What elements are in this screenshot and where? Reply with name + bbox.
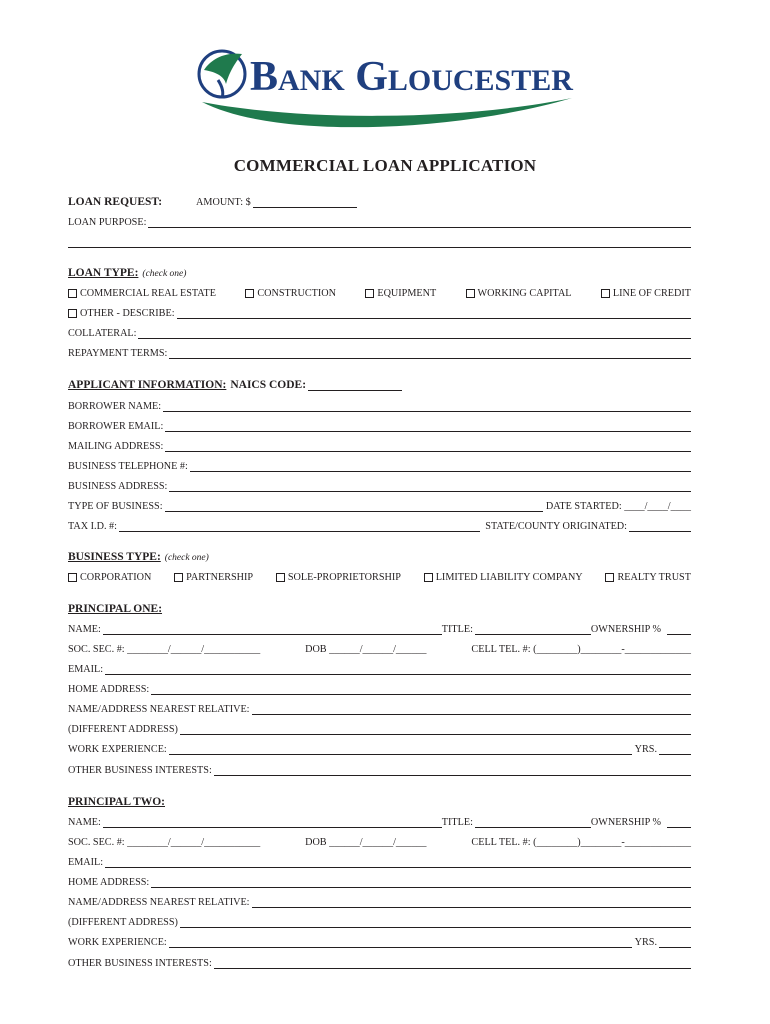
borrower-name-field[interactable]	[163, 400, 691, 412]
p1-other-interests-label: OTHER BUSINESS INTERESTS:	[68, 765, 212, 776]
p2-other-interests-field[interactable]	[214, 957, 691, 969]
p1-work-experience-row	[68, 739, 691, 755]
p2-yrs-label: YRS.	[634, 937, 657, 948]
p1-relative-label: NAME/ADDRESS NEAREST RELATIVE:	[68, 704, 250, 715]
p2-ownership-label: OWNERSHIP %	[590, 817, 661, 828]
p2-email-label: EMAIL:	[68, 857, 104, 868]
loan-type-heading-row	[68, 263, 691, 279]
p2-work-experience-row	[68, 932, 691, 948]
p2-home-address-field[interactable]	[151, 876, 691, 888]
loan-request-heading: LOAN REQUEST:	[68, 196, 163, 208]
loan-type-option[interactable]: WORKING CAPITAL	[466, 288, 572, 299]
p2-different-address-row	[68, 912, 691, 928]
amount-field[interactable]	[253, 196, 357, 208]
p1-home-address-row	[68, 679, 691, 695]
mailing-address-label: MAILING ADDRESS:	[68, 441, 164, 452]
collateral-row	[68, 323, 691, 339]
p2-work-experience-field[interactable]	[169, 936, 632, 948]
p1-different-address-label: (DIFFERENT ADDRESS)	[68, 724, 178, 735]
p2-relative-field[interactable]	[252, 896, 692, 908]
checkbox[interactable]	[601, 289, 610, 298]
business-address-label: BUSINESS ADDRESS:	[68, 481, 168, 492]
p1-home-address-field[interactable]	[151, 683, 691, 695]
checkbox[interactable]	[605, 573, 614, 582]
state-county-label: STATE/COUNTY ORIGINATED:	[485, 521, 627, 532]
loan-type-hint: (check one)	[142, 269, 187, 279]
business-type-option[interactable]: REALTY TRUST	[605, 572, 691, 583]
loan-type-options	[68, 283, 691, 299]
p1-name-field[interactable]	[103, 623, 442, 635]
checkbox[interactable]	[245, 289, 254, 298]
borrower-email-label: BORROWER EMAIL:	[68, 421, 164, 432]
collateral-label: COLLATERAL:	[68, 328, 137, 339]
p2-relative-label: NAME/ADDRESS NEAREST RELATIVE:	[68, 897, 250, 908]
loan-purpose-field-2[interactable]	[68, 236, 691, 248]
business-telephone-label: BUSINESS TELEPHONE #:	[68, 461, 188, 472]
business-type-options	[68, 567, 691, 583]
amount-label: AMOUNT: $	[196, 197, 251, 208]
p1-name-row	[68, 619, 691, 635]
tax-id-label: TAX I.D. #:	[68, 521, 117, 532]
p1-work-experience-label: WORK EXPERIENCE:	[68, 744, 167, 755]
borrower-email-field[interactable]	[165, 420, 691, 432]
business-type-option[interactable]: SOLE-PROPRIETORSHIP	[276, 572, 401, 583]
checkbox[interactable]	[424, 573, 433, 582]
principal-two-heading: PRINCIPAL TWO:	[68, 796, 166, 808]
checkbox[interactable]	[68, 573, 77, 582]
checkbox[interactable]	[68, 289, 77, 298]
p2-name-field[interactable]	[103, 816, 442, 828]
logo-wordmark-bank: BANK GLOUCESTER	[250, 54, 573, 100]
p2-home-address-row	[68, 872, 691, 888]
collateral-field[interactable]	[138, 327, 691, 339]
p2-cell-field[interactable]: CELL TEL. #: (________)________-_____________	[471, 837, 691, 848]
p2-different-address-field[interactable]	[180, 916, 691, 928]
p1-title-label: TITLE:	[441, 624, 473, 635]
p1-home-address-label: HOME ADDRESS:	[68, 684, 150, 695]
p1-title-field[interactable]	[475, 623, 591, 635]
business-type-heading-row	[68, 547, 691, 563]
checkbox[interactable]	[174, 573, 183, 582]
business-type-option[interactable]: LIMITED LIABILITY COMPANY	[424, 572, 583, 583]
business-telephone-field[interactable]	[190, 460, 691, 472]
type-of-business-field[interactable]	[165, 500, 543, 512]
p2-yrs-field[interactable]	[659, 936, 691, 948]
p1-work-experience-field[interactable]	[169, 743, 632, 755]
p2-relative-row	[68, 892, 691, 908]
date-started-field[interactable]: DATE STARTED: ____/____/____	[545, 501, 691, 512]
tax-id-field[interactable]	[119, 520, 480, 532]
p2-ownership-field[interactable]	[667, 816, 691, 828]
loan-type-option[interactable]: COMMERCIAL REAL ESTATE	[68, 288, 216, 299]
p1-yrs-field[interactable]	[659, 743, 691, 755]
p2-name-label: NAME:	[68, 817, 101, 828]
principal-one-heading: PRINCIPAL ONE:	[68, 603, 163, 615]
principal-two-heading-row	[68, 792, 691, 808]
state-county-field[interactable]	[629, 520, 691, 532]
repayment-label: REPAYMENT TERMS:	[68, 348, 168, 359]
p1-relative-row	[68, 699, 691, 715]
loan-purpose-field[interactable]	[148, 216, 691, 228]
p2-ssn-row	[68, 832, 691, 848]
p1-relative-field[interactable]	[252, 703, 692, 715]
loan-request-row	[68, 192, 691, 208]
repayment-row	[68, 343, 691, 359]
p1-ownership-field[interactable]	[667, 623, 691, 635]
business-telephone-row	[68, 456, 691, 472]
p1-different-address-row	[68, 719, 691, 735]
loan-type-option[interactable]: LINE OF CREDIT	[601, 288, 691, 299]
p1-ssn-row	[68, 639, 691, 655]
type-of-business-label: TYPE OF BUSINESS:	[68, 501, 163, 512]
business-address-field[interactable]	[169, 480, 691, 492]
loan-type-option[interactable]: EQUIPMENT	[365, 288, 436, 299]
form-title: COMMERCIAL LOAN APPLICATION	[233, 156, 537, 175]
borrower-email-row	[68, 416, 691, 432]
business-type-hint: (check one)	[164, 553, 209, 563]
type-of-business-row	[68, 496, 691, 512]
principal-one-heading-row	[68, 599, 691, 615]
p1-yrs-label: YRS.	[634, 744, 657, 755]
other-describe-row	[68, 303, 691, 319]
p2-email-field[interactable]	[105, 856, 691, 868]
other-describe-field[interactable]	[177, 307, 691, 319]
checkbox[interactable]	[466, 289, 475, 298]
p1-email-field[interactable]	[105, 663, 691, 675]
loan-type-option[interactable]: CONSTRUCTION	[245, 288, 336, 299]
mailing-address-field[interactable]	[165, 440, 691, 452]
borrower-name-row	[68, 396, 691, 412]
p2-other-interests-label: OTHER BUSINESS INTERESTS:	[68, 958, 212, 969]
loan-type-heading: LOAN TYPE:	[68, 267, 139, 279]
repayment-field[interactable]	[169, 347, 691, 359]
business-type-option[interactable]: PARTNERSHIP	[174, 572, 253, 583]
p2-name-row	[68, 812, 691, 828]
borrower-name-label: BORROWER NAME:	[68, 401, 162, 412]
tax-id-row	[68, 516, 691, 532]
p2-title-label: TITLE:	[441, 817, 473, 828]
loan-purpose-row	[68, 212, 691, 228]
checkbox[interactable]	[68, 309, 77, 318]
business-address-row	[68, 476, 691, 492]
p2-title-field[interactable]	[475, 816, 591, 828]
applicant-heading-row	[68, 375, 691, 391]
mailing-address-row	[68, 436, 691, 452]
p1-other-interests-row	[68, 760, 691, 776]
p1-name-label: NAME:	[68, 624, 101, 635]
checkbox[interactable]	[276, 573, 285, 582]
p1-dob-field[interactable]: DOB ______/______/______	[305, 644, 427, 655]
other-option[interactable]: OTHER - DESCRIBE:	[68, 308, 175, 319]
p1-email-label: EMAIL:	[68, 664, 104, 675]
p2-different-address-label: (DIFFERENT ADDRESS)	[68, 917, 178, 928]
loan-purpose-label: LOAN PURPOSE:	[68, 217, 147, 228]
bank-gloucester-logo	[196, 40, 576, 136]
loan-purpose-row-2	[68, 232, 691, 248]
p1-different-address-field[interactable]	[180, 723, 691, 735]
checkbox[interactable]	[365, 289, 374, 298]
p2-home-address-label: HOME ADDRESS:	[68, 877, 150, 888]
p1-cell-field[interactable]: CELL TEL. #: (________)________-_____________	[471, 644, 691, 655]
logo-bird-icon	[204, 54, 242, 84]
business-type-heading: BUSINESS TYPE:	[68, 551, 161, 563]
business-type-option[interactable]: CORPORATION	[68, 572, 151, 583]
naics-field[interactable]	[308, 379, 402, 391]
p2-work-experience-label: WORK EXPERIENCE:	[68, 937, 167, 948]
p1-ownership-label: OWNERSHIP %	[590, 624, 661, 635]
p2-ssn-field[interactable]: SOC. SEC. #: ________/______/___________	[68, 837, 261, 848]
applicant-heading: APPLICANT INFORMATION:	[68, 379, 227, 391]
p2-dob-field[interactable]: DOB ______/______/______	[305, 837, 427, 848]
logo-swoosh	[202, 98, 572, 127]
p1-ssn-field[interactable]: SOC. SEC. #: ________/______/___________	[68, 644, 261, 655]
naics-label: NAICS CODE:	[230, 379, 307, 391]
p1-email-row	[68, 659, 691, 675]
p2-email-row	[68, 852, 691, 868]
p1-other-interests-field[interactable]	[214, 764, 691, 776]
p2-other-interests-row	[68, 953, 691, 969]
